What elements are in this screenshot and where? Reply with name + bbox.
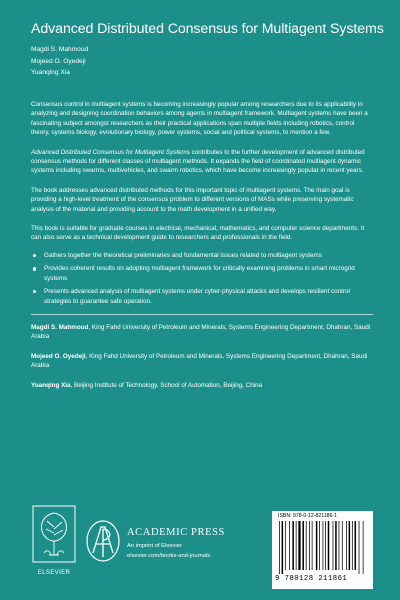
publisher-text [127, 527, 225, 559]
section-divider [31, 314, 373, 315]
goal-paragraph: The book addresses advanced distributed methods for this important topic of multiagent systems. The main goal is providing a high-level treatment of the consensus problem to different versions of MASs while preserving systematic analysis of the material and providing account to the math development in a unified way. [31, 186, 354, 213]
barcode-bar [325, 521, 326, 570]
author-name: Magdi S. Mahmoud [31, 46, 89, 53]
author-name: Yuanqing Xia [31, 69, 70, 76]
barcode [278, 521, 367, 574]
publisher-name: ACADEMIC PRESS [127, 527, 225, 538]
barcode-bar [316, 521, 318, 570]
bio-affiliation: , Beijing Institute of Technology, School of Automation, Beijing, China [70, 381, 263, 389]
barcode-bar [328, 521, 330, 570]
feature-item: Provides coherent results on adopting multiagent framework for critically examining problems in smart microgrid systems [31, 264, 373, 283]
barcode-bar [298, 521, 300, 570]
author-name: Mojeed O. Oyedeji [31, 57, 86, 65]
barcode-bar [363, 521, 364, 574]
isbn-text: ISBN: 978-0-12-821186-1 [278, 513, 338, 519]
barcode-bar [289, 521, 290, 570]
bio-name: Mojeed O. Oyedeji [31, 352, 86, 360]
isbn-barcode-box [272, 511, 373, 589]
barcode-bar [282, 521, 284, 574]
contribution-paragraph [31, 148, 373, 176]
barcode-bar [346, 521, 347, 570]
barcode-bar [339, 521, 340, 570]
book-title-italic: Advanced Distributed Consensus for Multiagent Systems [31, 148, 190, 156]
publisher-footer [29, 505, 373, 587]
elsevier-tree-icon [32, 505, 76, 563]
barcode-bar [296, 521, 297, 570]
barcode-bar [323, 521, 324, 570]
publisher-url: elsevier.com/books-and-journals [127, 553, 211, 559]
bio-name: Magdi S. Mahmoud [31, 323, 89, 331]
barcode-bar [349, 521, 351, 570]
barcode-bar [292, 521, 294, 570]
barcode-digits: 9 780128 211861 [275, 575, 348, 583]
academic-press-logo [85, 519, 121, 568]
barcode-bar [306, 521, 307, 570]
barcode-bar [279, 521, 280, 574]
barcode-bar [335, 521, 337, 570]
author-list [31, 44, 88, 79]
cover-body [31, 100, 373, 400]
barcode-bar [359, 521, 360, 574]
audience-paragraph: This book is suitable for graduate courses in electrical, mechanical, mathematics, and computer science departments. It can also serve as a technical development guide to researchers and professionals in the field. [31, 225, 365, 242]
ap-monogram-icon [85, 519, 121, 563]
barcode-bar [309, 521, 310, 570]
bio-name: Yuanqing Xia [31, 381, 71, 389]
feature-list [31, 251, 373, 306]
bio-affiliation: , King Fahd University of Petroleum and Minerals, Systems Engineering Department, Dhahran, Saudi Arabia [31, 323, 371, 341]
barcode-bar [312, 521, 313, 570]
feature-item: Presents advanced analysis of multiagent systems under cyber-physical attacks and develops resilient control strategies to guarantee safe operation. [31, 287, 373, 306]
imprint-text: An imprint of Elsevier [127, 543, 182, 549]
barcode-bar [302, 521, 304, 570]
intro-paragraph: Consensus control in multiagent systems is becoming increasingly popular among researchers due to its applicability in analyzing and designing coordination behaviors among agents in multiagent framework. Multiagent systems have been a fascinating subject amongst researchers as their practical applications span multiple fields including robotics, control theory, systems biology, evolutionary biology, power systems, social and political systems, to mention a few. [31, 101, 368, 137]
author-bio [31, 381, 373, 390]
contribution-text: contributes to the further development of advanced distributed consensus methods for different classes of multiagent methods. It expands the field of coordinated multiagent dynamic systems including swarms, multivehicles, and swarm robotics, which have become increasingly popular in recent years. [31, 148, 365, 175]
elsevier-logo [29, 505, 79, 576]
barcode-bar [333, 521, 334, 570]
barcode-bar [319, 521, 320, 570]
feature-item: Gathers together the theoretical preliminaries and fundamental issues related to multiagent systems [31, 251, 373, 260]
author-bio [31, 323, 373, 342]
bio-affiliation: , King Fahd University of Petroleum and Minerals, Systems Engineering Department, Dhahran, Saudi Arabia [31, 352, 368, 370]
barcode-bar [355, 521, 357, 570]
barcode-bar [342, 521, 343, 570]
book-title: Advanced Distributed Consensus for Multiagent Systems [31, 21, 384, 37]
author-bio [31, 352, 373, 371]
barcode-bar [352, 521, 353, 570]
elsevier-label: ELSEVIER [37, 570, 71, 576]
barcode-bar [285, 521, 286, 570]
